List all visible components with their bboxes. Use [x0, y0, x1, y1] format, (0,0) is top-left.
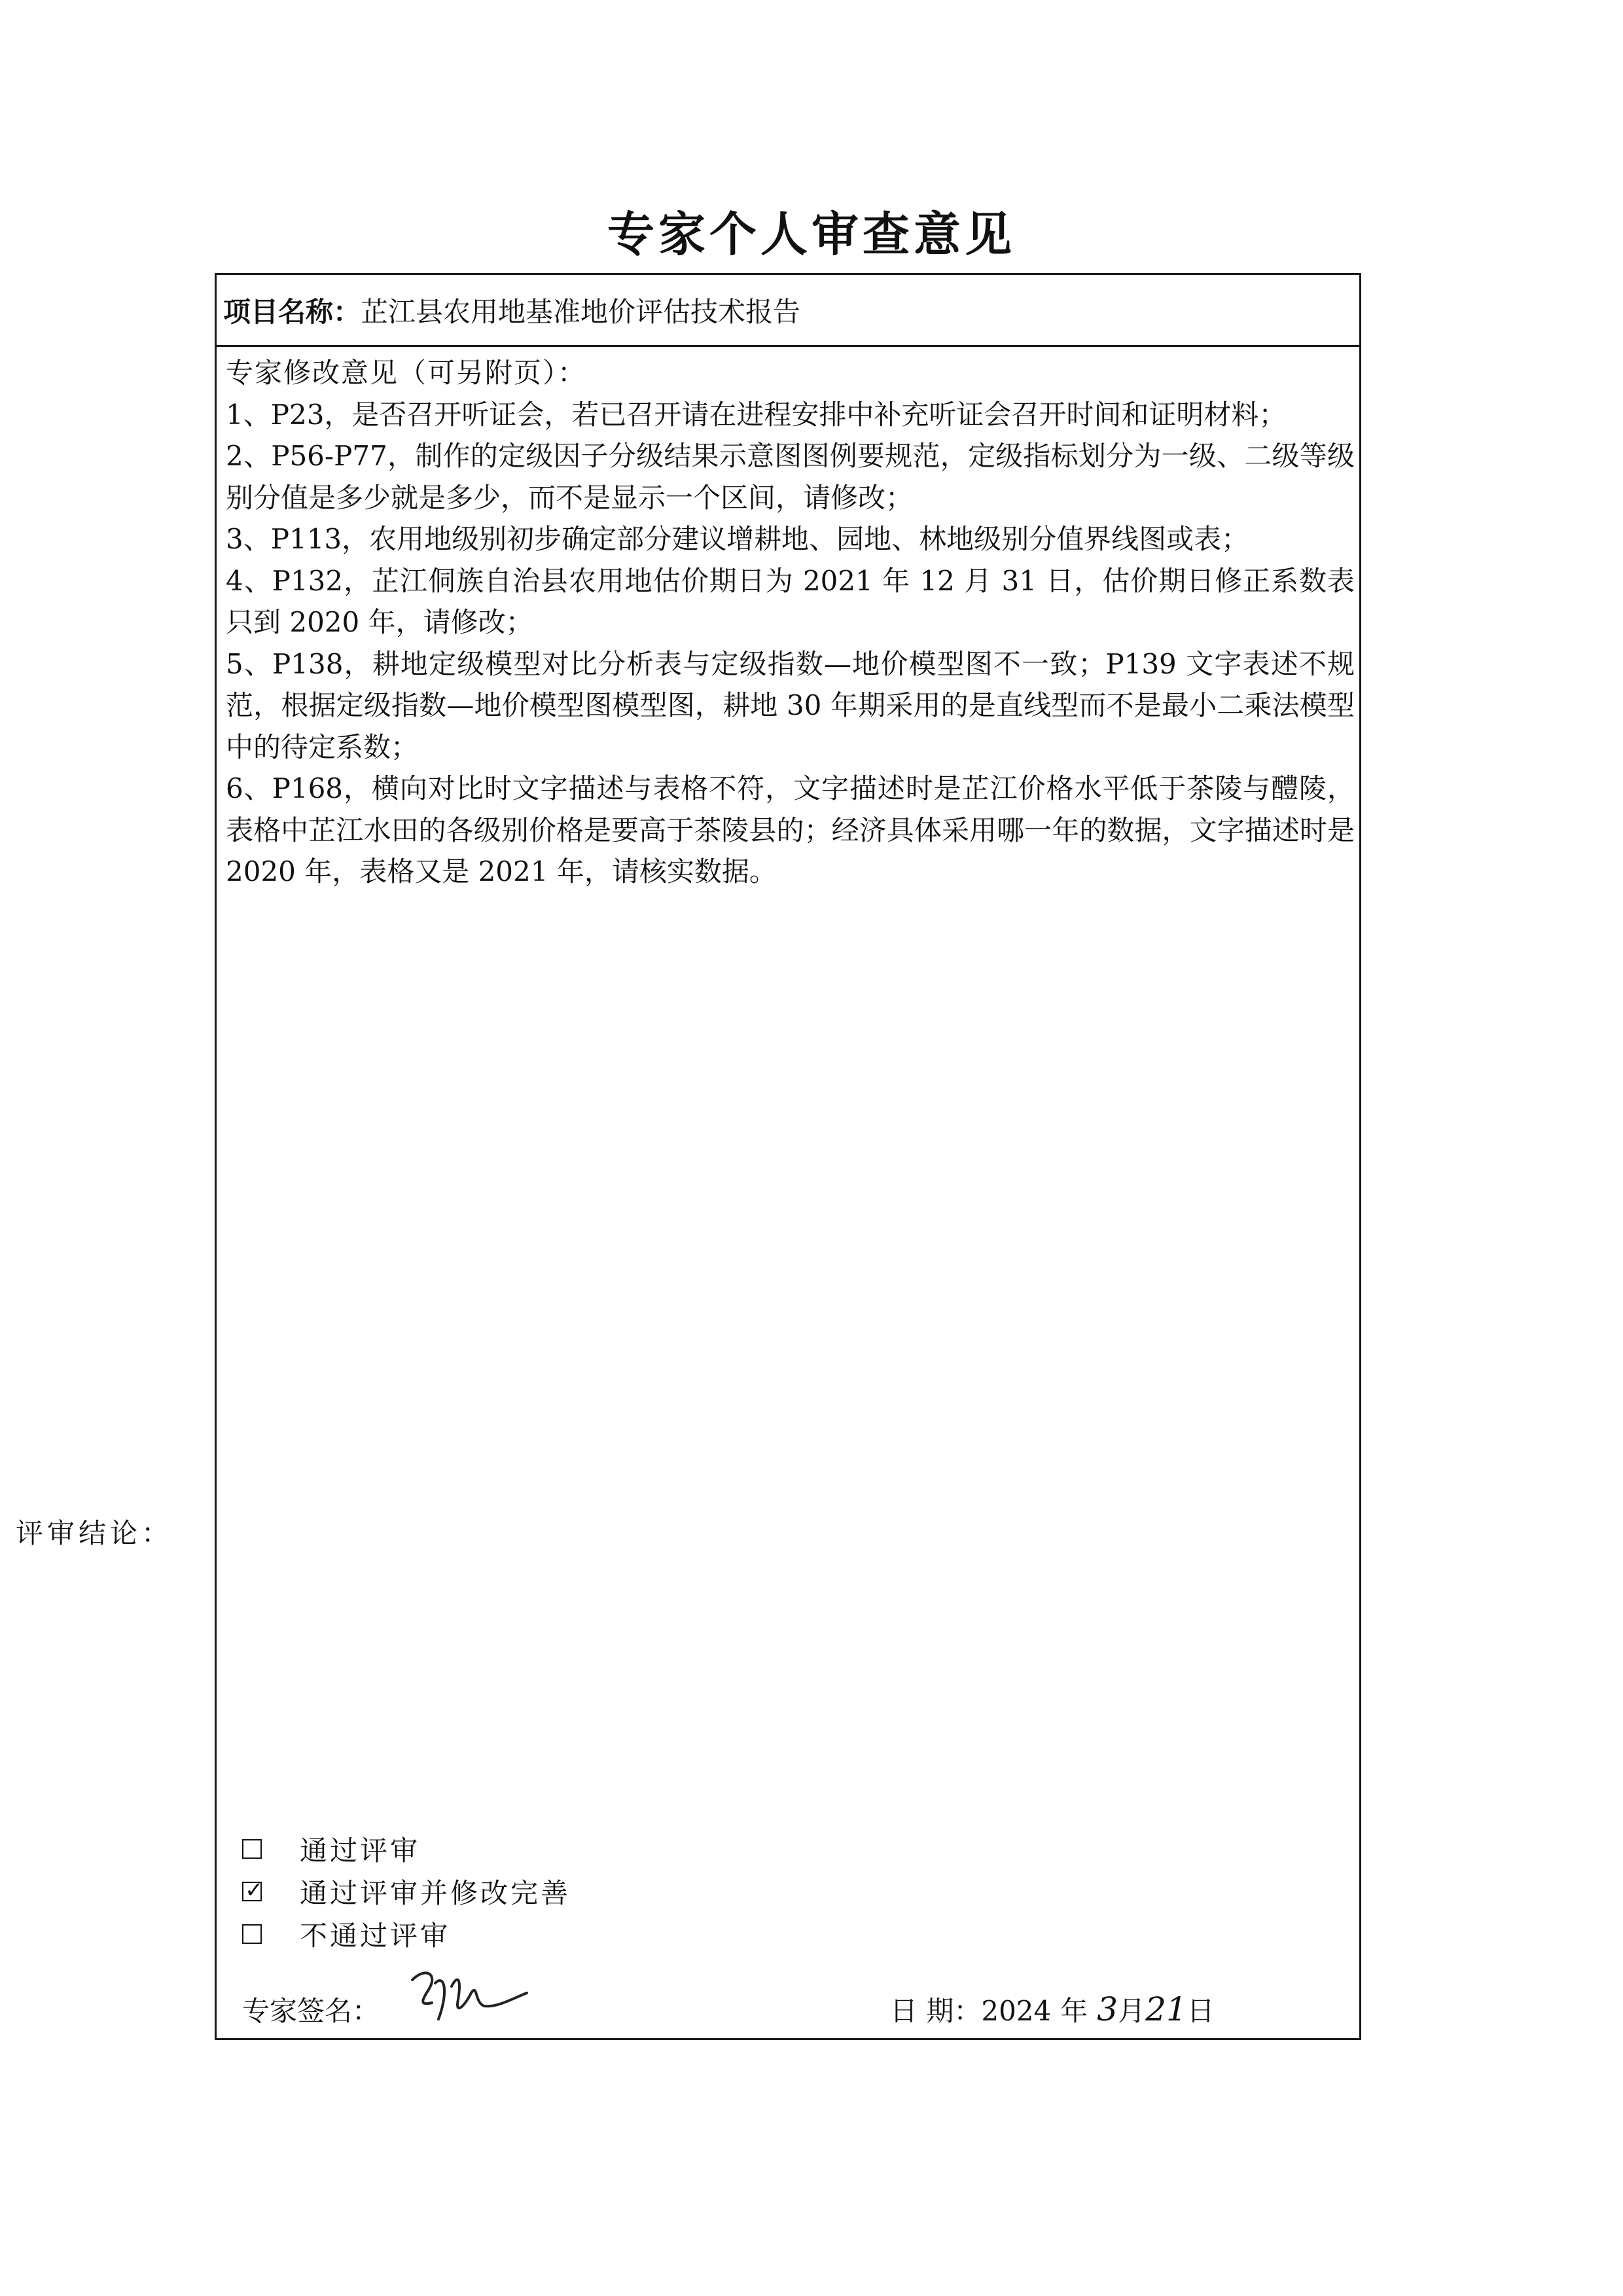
page-title: 专家个人审查意见 [607, 206, 1016, 262]
project-name-value: 芷江县农用地基准地价评估技术报告 [361, 295, 801, 328]
date-month: 3 [1097, 1990, 1118, 2028]
option-fail[interactable] [242, 1914, 450, 1954]
date-month-unit: 月 [1118, 1995, 1146, 2027]
option-pass-label: 通过评审 [300, 1835, 421, 1867]
option-fail-label: 不通过评审 [300, 1920, 451, 1952]
opinion-item: 1、P23，是否召开听证会，若已召开请在进程安排中补充听证会召开时间和证明材料； [226, 398, 1287, 431]
option-pass-with-revision-label: 通过评审并修改完善 [300, 1877, 571, 1909]
opinions-section [226, 352, 1355, 893]
signature-label: 专家签名： [242, 1995, 380, 2027]
opinion-item: 4、P132，芷江侗族自治县农用地估价期日为 2021 年 12 月 31 日，估价期日修正系数表只到 2020 年，请修改； [226, 564, 1355, 638]
project-row [217, 275, 1359, 347]
conclusion-label: 评审结论： [16, 1517, 173, 1549]
opinions-heading: 专家修改意见（可另附页）： [226, 357, 587, 389]
checkbox-pass-with-revision[interactable] [242, 1877, 266, 1903]
date-label: 日 期： [890, 1995, 982, 2027]
checkbox-fail[interactable] [242, 1924, 262, 1944]
check-icon: ✓ [245, 1877, 266, 1903]
date-day-unit: 日 [1186, 1995, 1215, 2027]
date-year: 2024 [981, 1995, 1052, 2027]
opinion-item: 5、P138，耕地定级模型对比分析表与定级指数—地价模型图不一致；P139 文字表述不规范，根据定级指数—地价模型图模型图，耕地 30 年期采用的是直线型而不是最小二乘法模型中的待定系数； [226, 647, 1355, 763]
checkbox-pass[interactable] [242, 1839, 262, 1859]
opinion-item: 2、P56-P77，制作的定级因子分级结果示意图图例要规范，定级指标划分为一级、二级等级别分值是多少就是多少，而不是显示一个区间，请修改； [226, 440, 1355, 514]
project-name-label: 项目名称： [223, 295, 361, 328]
review-form [215, 273, 1361, 2040]
date-field [890, 1990, 1215, 2029]
opinion-item: 6、P168，横向对比时文字描述与表格不符，文字描述时是芷江价格水平低于茶陵与醴陵，表格中芷江水田的各级别价格是要高于茶陵县的；经济具体采用哪一年的数据，文字描述时是 2020 年，表格又是 2021 年，请核实数据。 [226, 772, 1355, 888]
opinion-item: 3、P113，农用地级别初步确定部分建议增耕地、园地、林地级别分值界线图或表； [226, 523, 1249, 555]
option-pass-with-revision[interactable] [242, 1872, 571, 1911]
date-day: 21 [1145, 1990, 1187, 2028]
date-year-unit: 年 [1060, 1995, 1088, 2027]
handwritten-signature [399, 1954, 530, 2032]
option-pass[interactable] [242, 1829, 420, 1869]
